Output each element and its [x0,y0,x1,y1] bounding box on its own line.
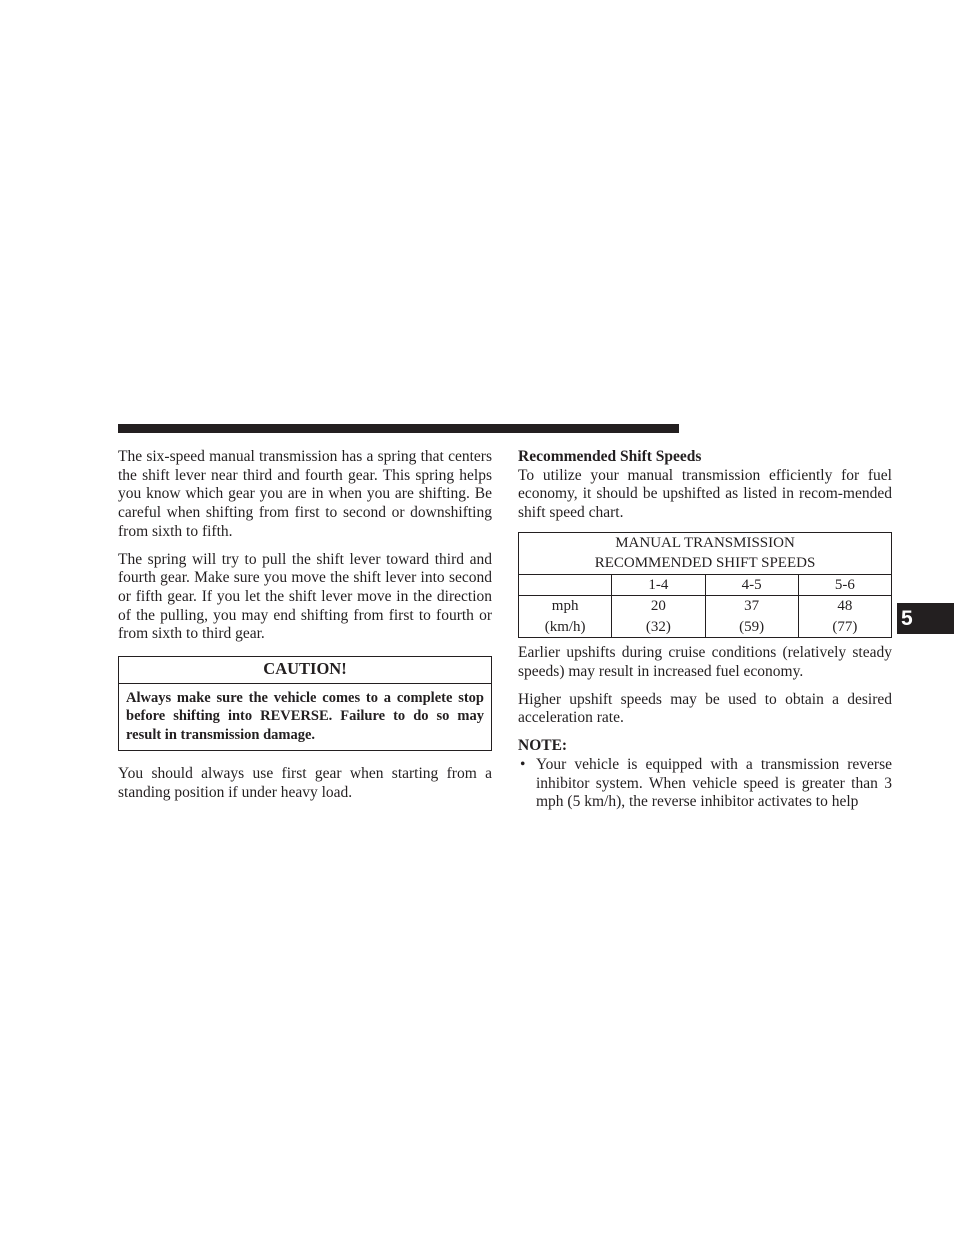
cell-mph-4-5: 37 [744,598,760,615]
cell-mph-1-4: 20 [650,598,666,615]
table-title-line2: RECOMMENDED SHIFT SPEEDS [594,555,816,572]
table-header-blank [519,574,612,596]
shift-speed-table [518,532,892,639]
right-column [518,448,892,812]
table-header-5-6: 5-6 [798,574,891,596]
paragraph-shift-intro: To utilize your manual transmission efficiently for fuel economy, it should be upshifted as listed in recom-mended shift speed chart. [518,466,892,522]
row-label-mph: mph [551,598,579,615]
list-item [518,756,892,812]
paragraph-higher-upshifts: Higher upshift speeds may be used to obtain a desired acceleration rate. [518,690,892,727]
note-list [518,756,892,812]
cell-kmh-1-4: (32) [645,618,671,635]
cell-mph-5-6: 48 [837,598,853,615]
section-heading: Recommended Shift Speeds [518,448,702,465]
caution-box [118,656,492,751]
caution-body: Always make sure the vehicle comes to a complete stop before shifting into REVERSE. Failure to do so may result in transmission damage. [126,689,484,744]
top-rule [118,424,679,433]
cell-kmh-4-5: (59) [739,618,765,635]
row-label-kmh: (km/h) [544,618,586,635]
table-cell-4-5 [705,596,798,638]
caution-title: CAUTION! [119,657,491,684]
table-title-line1: MANUAL TRANSMISSION [615,534,795,551]
table-title-cell [519,532,892,574]
cell-kmh-5-6: (77) [832,618,858,635]
table-cell-5-6 [798,596,891,638]
table-header-row [519,574,892,596]
bullet-icon: • [520,755,526,773]
table-row [519,596,892,638]
note-text: Your vehicle is equipped with a transmission reverse inhibitor system. When vehicle speed is greater than 3 mph (5 km/h), the reverse inhibitor activates to help [536,755,892,811]
paragraph-spring-pull: The spring will try to pull the shift lever toward third and fourth gear. Make sure you move the shift lever into second or fifth gear. If you let the shift lever move in the direction of the pulling, you may end shifting from first to fourth or from sixth to third gear. [118,550,492,643]
table-cell-1-4 [612,596,705,638]
table-row-label [519,596,612,638]
table-header-4-5: 4-5 [705,574,798,596]
paragraph-earlier-upshifts: Earlier upshifts during cruise conditions (relatively steady speeds) may result in increased fuel economy. [518,644,892,681]
paragraph-spring-intro: The six-speed manual transmission has a spring that centers the shift lever near third and fourth gear. This spring helps you know which gear you are in when you are shifting. Be careful when shifting from first to second or downshifting from sixth to fifth. [118,448,492,540]
chapter-tab: 5 [897,603,954,634]
paragraph-first-gear: You should always use first gear when starting from a standing position if under heavy load. [118,764,492,801]
table-header-1-4: 1-4 [612,574,705,596]
note-label: NOTE: [518,737,568,755]
table-title-row [519,532,892,574]
left-column [118,448,492,811]
